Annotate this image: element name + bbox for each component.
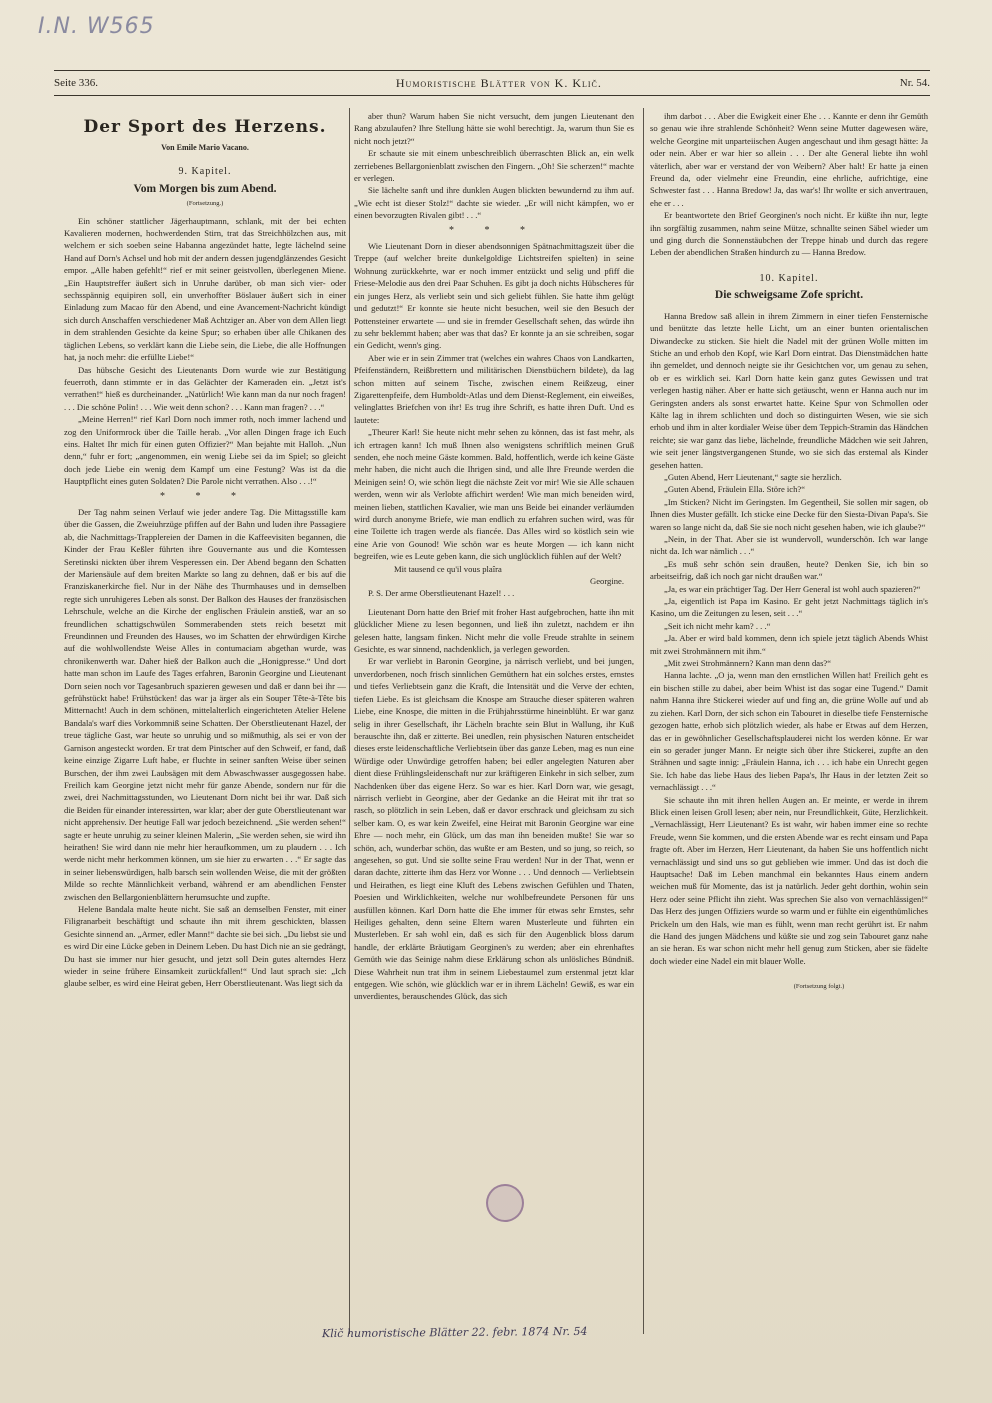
chapter-title: Die schweigsame Zofe spricht. [714,289,864,302]
publication-title: Humoristische Blätter von K. Klič. [395,75,602,90]
letter-signature: Georgine. [590,576,624,587]
paragraph: Sie schaute ihn mit ihren hellen Augen an. Er meinte, er werde in ihrem Blick einen leisen Groll lesen; aber nein, nur Freundlichkeit, Güte, Herzlichkeit. „Vernachlässigt, Herr Lieutenant? Es ist wahr, wir haben immer eine so rechte Freude, wenn Sie kommen, und die ersten Abende war es recht einsam und Papa fragte oft. Aber im Herzen, Herr Lieutenant, da haben Sie uns hoffentlich nicht vernachlässigt und sind uns so gut geblieben wie immer. Und das ist doch die Hauptsache! Daß im Leben manchmal ein bekanntes Haus einem andern weichen muß für Momente, das ist ja natürlich. Jeder geht dorthin, wohin sein Herz oder seine Pflicht ihn zieht. Was sprechen Sie also von vernachlässigen!“ Das Herz des jungen Offiziers wurde so warm und er fühlte ein eigenthümliches Prickeln um den Hals, wie man es fühlt, wenn man recht gerührt ist. Er nahm die Hand des jungen Mädchens und küßte sie und zog sein Tabouret ganz nahe an sie heran. Es war schon nicht mehr hell genug zum Sticken, aber sie fädelte doch wieder eine Nadel ein mit blauer Wolle. [650,794,928,966]
paragraph: „Ja. Aber er wird bald kommen, denn ich spiele jetzt täglich Abends Whist mit zwei Strohmännern mit ihm.“ [650,633,928,656]
paragraph: „Ja, eigentlich ist Papa im Kasino. Er geht jetzt Nachmittags täglich in's Kasino, um die Zeitungen zu lesen, seit . . .“ [650,596,928,619]
paragraph: Wie Lieutenant Dorn in dieser abendsonnigen Spätnachmittagszeit über die Treppe (auf welcher breite dunkelgoldige Lichtstreifen spielten) in seine Wohnung zurückkehrte, war er noch immer entzückt und selig und pfiff die Friese-Melodie aus den drei Paar Schuhen. Es gibt ja doch nichts Hübscheres für ein junges Herz, als verliebt sein und sich geliebt fühlen. Sie hatte ihm gelügt und gedutzt!“ Er konnte sie heute nicht besuchen, weil sie den Besuch der Pottensteiner erwartete — und sie in fremder Gesellschaft sehen, das würde ihn zu sehr beklemmt haben; aber was that das? Er konnte ja an sie schreiben, sogar ein Gedicht, wenn's ging. [354,241,634,351]
paragraph: „Guten Abend, Herr Lieutenant,“ sagte sie herzlich. [664,471,842,482]
paragraph: „Ja, es war ein prächtiger Tag. Der Herr General ist wohl auch spazieren?“ [664,583,921,594]
paragraph: Sie lächelte sanft und ihre dunklen Augen blickten bewundernd zu ihm auf. „Wie echt ist dieser Stolz!“ dachte sie wieder. „Er will nicht kämpfen, wo er einen bevorzugten Rivalen gibt! . . .“ [354,185,634,221]
archive-shelfmark: I.N. W565 [38,14,155,39]
issue-number: Nr. 54. [899,77,930,89]
column-rule [349,108,350,1334]
article-byline: Von Emile Mario Vacano. [161,143,249,152]
paragraph: Er beantwortete den Brief Georginen's noch nicht. Er küßte ihn nur, legte ihn sorgfältig zusammen, nahm seine Mütze, schnallte seinen Säbel wieder um und ging durch die Sonnenstäubchen der Treppe hinab und durch das regere Leben der abendlichen Straßen hindurch zu — Hanna Bredow. [650,210,928,258]
continued-next-note: (Fortsetzung folgt.) [793,983,845,991]
paragraph: „Mit zwei Strohmännern? Kann man denn das?“ [664,658,832,669]
paragraph: Helene Bandala malte heute nicht. Sie saß an demselben Fenster, mit einer Filigranarbeit beschäftigt und schaute ihn mit ihrem geschickten, blassen Gesichte sinnend an. „Armer, edler Mann!“ dachte sie bei sich. „Du liebst sie und es wird Dir eine Lücke geben in Deinem Leben. Du hast Dich nie an sie gedrängt, Du hast sie immer nur hier gesucht, und jetzt soll Dein gutes alterndes Herz wieder in seine frühere Einsamkeit zurückfallen!“ Und laut sprach sie: „Ich glaube selber, es wird eine Heirat geben, Herr Oberstlieutenant. Was liegt sich da [64,903,346,989]
letter-text: „Theurer Karl! Sie heute nicht mehr sehen zu können, das ist fast mehr, als ich ertragen kann! Ich muß Ihnen also wenigstens schriftlich meinen Gruß senden, ehe noch meine Gäste kommen. Bald, hoffentlich, werde ich keine Gäste mehr haben, die nicht auch die Ihrigen sind, und alle Ihre Freunde werden die Meinigen sein! O, wie schön liegt die nächste Zeit vor mir! Wie sie Alle schauen werden, wenn wir als Verlobte affichirt werden! Wie man mich beneiden wird, meinen lieben, stattlichen Kavalier, wie man uns Beide bei einander verläumden wird durch anonyme Briefe, wie man endlich zu erfahren suchen wird, was für eine Toilette ich tragen werde als fiancée. Das Alles wird so köstlich sein wie eine Arie von Gounod! Wie schön war es heute Morgen — ich kann nicht begreifen, wie es Leute geben kann, die sich unglücklich fühlen auf der Welt? [354,427,634,562]
paragraph: Er schaute sie mit einem unbeschreiblich überraschten Blick an, ein welk zerriebenes Bellargonienblatt zwischen den Fingern. „Oh! Sie scherzen!“ machte er verlegen. [354,148,634,184]
paragraph: aber thun? Warum haben Sie nicht versucht, dem jungen Lieutenant den Rang abzulaufen? Ihre Stellung hätte sie wohl berechtigt. Ja, warum thun Sie es nicht noch jetzt?“ [354,111,634,146]
page-number: Seite 336. [54,77,98,89]
paragraph: Hanna Bredow saß allein in ihrem Zimmern in einer tiefen Fensternische und benützte das letzte helle Licht, um an einer bunten orientalischen Diwandecke zu sticken. Sie hielt die Nadel mit der grünen Wolle mitten im Stiche an und erhob den Kopf, wie Karl Dorn eintrat. Das Dienstmädchen hatte ihn gemeldet, und dennoch neigte sie ihr Gesichtchen vor, um genau zu sehen, ob er es wirklich sei. Karl Dorn hatte kein ganz gutes Gewissen und trat verlegen hastig näher. Aber er hatte sich getäuscht, wenn er Hanna auch nur im Geringsten anders als sonst erwartet hatte. Keine Spur von Schmollen oder Kälte lag in ihrem schlichten und doch so distinguirten Wesen, wie sie sich erhob und ihm in alter kordialer Weise über dem Teppich-Stramin das Händchen reichte; sie war ganz das liebe, lächelnde, freundliche Mädchen wie seit Jahren, wie seit jener längstvergangenen Stunde, wo sie sich das erstemal als Kinder gesehen hatten. [650,310,928,470]
paragraph: „Meine Herren!“ rief Karl Dorn noch immer roth, noch immer lachend und zog den Uniformrock über die Taille herab. „Vor allen Dingen frage ich Euch eins. Haltet Ihr mich für einen guten Offizier?“ Man bejahte mit Halloh. „Nun denn,“ fuhr er fort; „angenommen, ein wenig Liebe sei da im Spiel; so gleicht doch jede Liebe ein wenig dem Kampf um eine Festung? Was ist da die Hauptpflicht eines guten Soldaten? Die Parole nicht verrathen. Also . . .!“ [64,414,346,487]
paragraph: Ein schöner stattlicher Jägerhauptmann, schlank, mit der bei echten Kavalieren modernen, hochwerdenden Stirn, trat das Streichhölzchen aus, mit welchem er sich soeben seine Habanna angezündet hatte, legte lächelnd seine Hand auf Dorn's Achsel und hob mit der andern dessen jugendglänzendes Gesicht empor. „Alle haben gefehlt!“ rief er mit seiner geistvollen, überlegenen Miene. „Ein Hauptstreffer äußert sich in Unruhe darüber, ob man sich vier- oder sechsspännig equipiren soll, ein unverhoffter Böslauer äußert sich in einer Einladung zum Macao für den Abend, und eine Avancement-Nachricht kündigt sich durch Anschaffen verschiedener Maß Achtziger an. Aber von dem Allen liegt in dem strahlenden Gesichte da keine Spur; so erhaben über alle Chikanen des täglichen Lebens, so verklärt kann die Liebe sein, die Liebe, die alle Hoffnungen hat, ja noch mehr: die erfüllte Liebe!“ [64,215,346,363]
section-break: * * * [160,490,250,502]
column-1 [64,110,346,1332]
paragraph: Hanna lachte. „O ja, wenn man den ernstlichen Willen hat! Freilich geht es ein bischen stille zu dabei, aber beim Whist ist das sogar eine Tugend.“ Damit nahm Hanna ihre Stickerei wieder auf und fing an, die grüne Wolle auf und ab zu ziehen. Karl Dorn, der sich schon ein Tabouret in dieselbe tiefe Fensternische gezogen hatte, erhob sich plötzlich wieder, als habe er Etwas auf dem Herzen, das er in gewöhnlicher Gesellschaftsplauderei nicht los werden könne. Er war ein so gerader junger Mann. Er neigte sich über ihre Stickerei, zupfte an den Strähnen und sagte innig: „Fräulein Hanna, ich . . . ich habe ein Unrecht gegen Sie. Ich habe das liebe Haus des lieben Papa's, Ihr Haus in der letzten Zeit so vernachlässigt . . .“ [650,670,928,793]
section-break: * * * [449,224,539,236]
letter-postscript: P. S. Der arme Oberstlieutenant Hazel! . . . [368,588,515,599]
page-header [54,70,930,96]
continued-note: (Fortsetzung.) [186,200,224,208]
handwritten-annotation: Klič humoristische Blätter 22. febr. 1874 Nr. 54 [321,1324,588,1341]
paragraph: „Es muß sehr schön sein draußen, heute? Denken Sie, ich bin so arbeitseifrig, daß ich noch gar nicht draußen war.“ [650,558,928,582]
paragraph: Aber wie er in sein Zimmer trat (welches ein wahres Chaos von Landkarten, Pfeifenständern, Reißbrettern und militärischen Dienstbüchern bildete), da lag schon mitten auf seinem Tische, zwischen einem Reißzeug, einer Zigarettenpfeife, dem Humboldt-Atlas und dem Dienst-Reglement, ein eiweißes, velinglattes Briefchen von ihr! Es trug ihre Schrift, es hatte ihren Duft. Und es lautete: [354,352,634,425]
paragraph: „Nein, in der That. Aber sie ist wundervoll, wunderschön. Ich war lange nicht da. Ich war nämlich . . .“ [650,534,928,557]
article-title: Der Sport des Herzens. [83,117,327,137]
paragraph: „Seit ich nicht mehr kam? . . .“ [664,620,771,631]
column-rule [643,108,644,1334]
paragraph: ihm darbot . . . Aber die Ewigkeit einer Ehe . . . Kannte er denn ihr Gemüth so genau wie ihre strahlende Schönheit? Wenn seine Mutter dagewesen wäre, welche Georgine mit unparteiischen Augen angeschaut und ihm gesagt hätte: Ja oder nein. Aber er war hier so allein . . . Der alte General liebte ihn wohl väterlich, aber war er verstand der von Weibern? Aber halt! Er hatte ja einen Freund da, oder vielmehr eine Freundin, eine ehrliche, aufrichtige, eine Schwester fast . . . Hanna Bredow! Ja, das war's! Ihr wollte er sich anvertrauen, ehe er . . . [650,111,928,208]
chapter-number: 10. Kapitel. [759,272,819,284]
chapter-number: 9. Kapitel. [178,166,232,178]
paragraph: „Im Sticken? Nicht im Geringsten. Im Gegentheil, Sie sollen mir sagen, ob Ihnen dies Muster gefällt. Ich sticke eine Decke für den Siesta-Divan Papa's. Sie waren so lange nicht da, daß Sie sie noch nicht gesehen haben, wie ich glaube?“ [650,496,928,532]
chapter-title: Vom Morgen bis zum Abend. [133,182,277,195]
column-2 [354,110,634,1332]
paragraph: Lieutenant Dorn hatte den Brief mit froher Hast aufgebrochen, hatte ihn mit glücklicher Miene zu lesen begonnen, und ließ ihn zuletzt, nachdem er ihn gelesen hatte, langsam finken. Nicht mehr die volle Freude strahlte in seinem Gesichte, es war sinnend, nachdenklich, ja verlegen geworden. [354,606,634,655]
library-stamp [486,1184,524,1222]
paragraph: Der Tag nahm seinen Verlauf wie jeder andere Tag. Die Mittagsstille kam über die Gassen, die Zweiuhrzüge pfiffen auf der Bahn und luden ihre Passagiere ab, die Nachmittags-Trapplereien der Damen in die Kaffeevisiten begannen, die Kinder der Frau Keßler führten ihre Gouvernante aus und die Komtessen Seretinski nickten über ihrem Vesperessen ein. Der Abend begann den Schatten der Mariensäule auf dem breiten Markte so lang zu dehnen, daß er bis auf die Franziskanerkirche fiel. Nur in der Nähe des Thurmhauses und in demselben regte sich unruhigeres Leben als sonst. Der Balkon des Hauses der französischen Lehrschule, welche an die Kirche der englischen Fräulein anstieß, war an so freundlichen schattigschwülen Sommerabenden stets reich besetzt mit Freundinnen und Freunden des Hauses, wo im Schatten der ehrwürdigen Kirche auf die wohlwollendste Weise Alles in contumaciam abgethan wurde, was chronikenwerth war. Daher hieß der Balkon auch die „Honigpresse.“ Und dort hatte man schon im Laufe des Tages erfahren, Baronin Georgine und Lieutenant Dorn seien noch vor Tagesanbruch spazieren gewesen und daß er dann bei ihr — gefrühstückt habe! Frühstücken! das war ja ärger als ein Souper Tête-à-Tête bis Mitternacht! Auch in dem schönen, mittelalterlich eingerichteten Atelier Helene Bandala's warf dies Vorkommniß seine Schatten. Der Oberstlieutenant Hazel, der treue tägliche Gast, war heute so unruhig und so mißmuthig, als sei er von der Garnison angesteckt worden. Er trat dem Pintscher auf den Schweif, er fand, daß keine einzige Zigarre Luft habe, er fluchte in seiner sanften Weise über seinen Burschen, der ihm zwei Laubsägen mit dem Abwaschwasser ausgegossen habe. Freilich kam Georgine jetzt nicht mehr für ganze Abende, sondern nur für die zwei, drei Nachmittagsstunden, wo Lieutenant Dorn nicht bei ihr war. Daß sich die Beiden für einander interessirten, war klar; aber der gute Oberstlieutenant war nicht apprehensiv. Der heutige Fall war jedoch bezeichnend. „Sie werden sehen!“ sagte er heute unruhig zu seiner kleinen Malerin, „Sie werden sehen, sie wird ihn heirathen! Sie wird dann nie mehr hier heraufkommen, um zu plaudern . . . Ich werde nicht mehr herkommen können, um sie hier zu erwarten . . .“ Er sagte das in seiner liebenswürdigen, halb barsch sein wollenden Weise, die mit der größten Milde so rechte Männlichkeit verband, während er am abendlichen Fenster zwischen den Bellargonienblättern herumsuchte und zupfte. [64,506,346,902]
column-3 [650,110,928,1332]
paragraph: „Guten Abend, Fräulein Ella. Störe ich?“ [664,484,806,495]
paragraph: Er war verliebt in Baronin Georgine, ja närrisch verliebt, und bei jungen, unverdorbenen, noch frisch sinnlichen Gemüthern hat ein solches erstes, ernstes und tiefes Verliebtsein ganz die Kraft, die Intensität und die Verve der echten, tiefen Liebe. Es ist gleichsam die Knospe am Strauche dieser späteren wahren Liebe, eine Knospe, die mitten in die Frühjahrsstürme hineinblüht. Er war ganz selig in ihrer Gesellschaft, ihr Lächeln brachte sein Blut in Wallung, ihr Kuß berauschte ihn, daß er zitterte. Bei unedlen, rein physischen Naturen entscheidet dieses erste leidenschaftliche Verliebtsein über das ganze Leben, mag es nun eine Würdige oder Unwürdige getroffen haben; bei edler angelegten Naturen aber dient diese Frühlingsleidenschaft nur zur kräftigeren Einkehr in sich selber, zum Nachdenken über das eigene Herz. So war es hier. Karl Dorn war, wie gesagt, närrisch verliebt in Georgine, aber der Gedanke an die Heirat mit ihr trat so rasch, so plötzlich in sein Leben, daß er davor erschrack und gleichsam zu sich selber kam. O, es war kein Zweifel, eine Heirat mit Baronin Georgine war eine Ehre — noch mehr, ein Glück, um das man ihn beneiden mußte! Sie war so schön, ach, wunderbar schön, das wußte er am Besten, und so jung, so reich, so angesehen, so gut. Und sie sollte seine Frau werden! Nur in der That, wenn er daran dachte, zitterte ihm das Herz vor Wonne . . . Und dennoch — Verliebtsein und Heirathen, es liegt eine Kluft des Lebens zwischen Gefühlen und Thaten, Poesien und Wirklichkeiten, welche nur wohlbefreundete Personen für uns ausfüllen können. Karl Dorn hatte die Ehe immer für etwas sehr Ernstes, sehr Heiliges gehalten, denn seine Eltern waren Musterleute und führten ein Musterleben. Er sah wohl ein, daß es sich für den Augenblick bloss darum handle, der erklärte Bräutigam Georginen's zu werden; aber ein ehrenhaftes Gemüth wie das Seinige nahm diese Erklärung schon als unlösliches Bündniß. Diese Wahrheit nun trat ihm in seinem Liebestaumel zum erstenmal jetzt klar entgegen. Wie schön, wie glücklich war er in ihrem Lächeln! Gewiß, es war ein unverdientes, berauschendes Glück, das sich [354,656,634,1002]
letter-closing: Mit tausend ce qu'il vous plaîra [394,563,502,574]
paragraph: Das hübsche Gesicht des Lieutenants Dorn wurde wie zur Bestätigung feuerroth, dann stimmte er in das Gelächter der Kameraden ein. „Jetzt ist's verrathen!“ hieß es durcheinander. „Natürlich! Wie kann man da nur noch fragen! . . . Die schöne Polin! . . . Wie weit denn schon? . . . Kann man fragen? . . .“ [64,364,346,412]
